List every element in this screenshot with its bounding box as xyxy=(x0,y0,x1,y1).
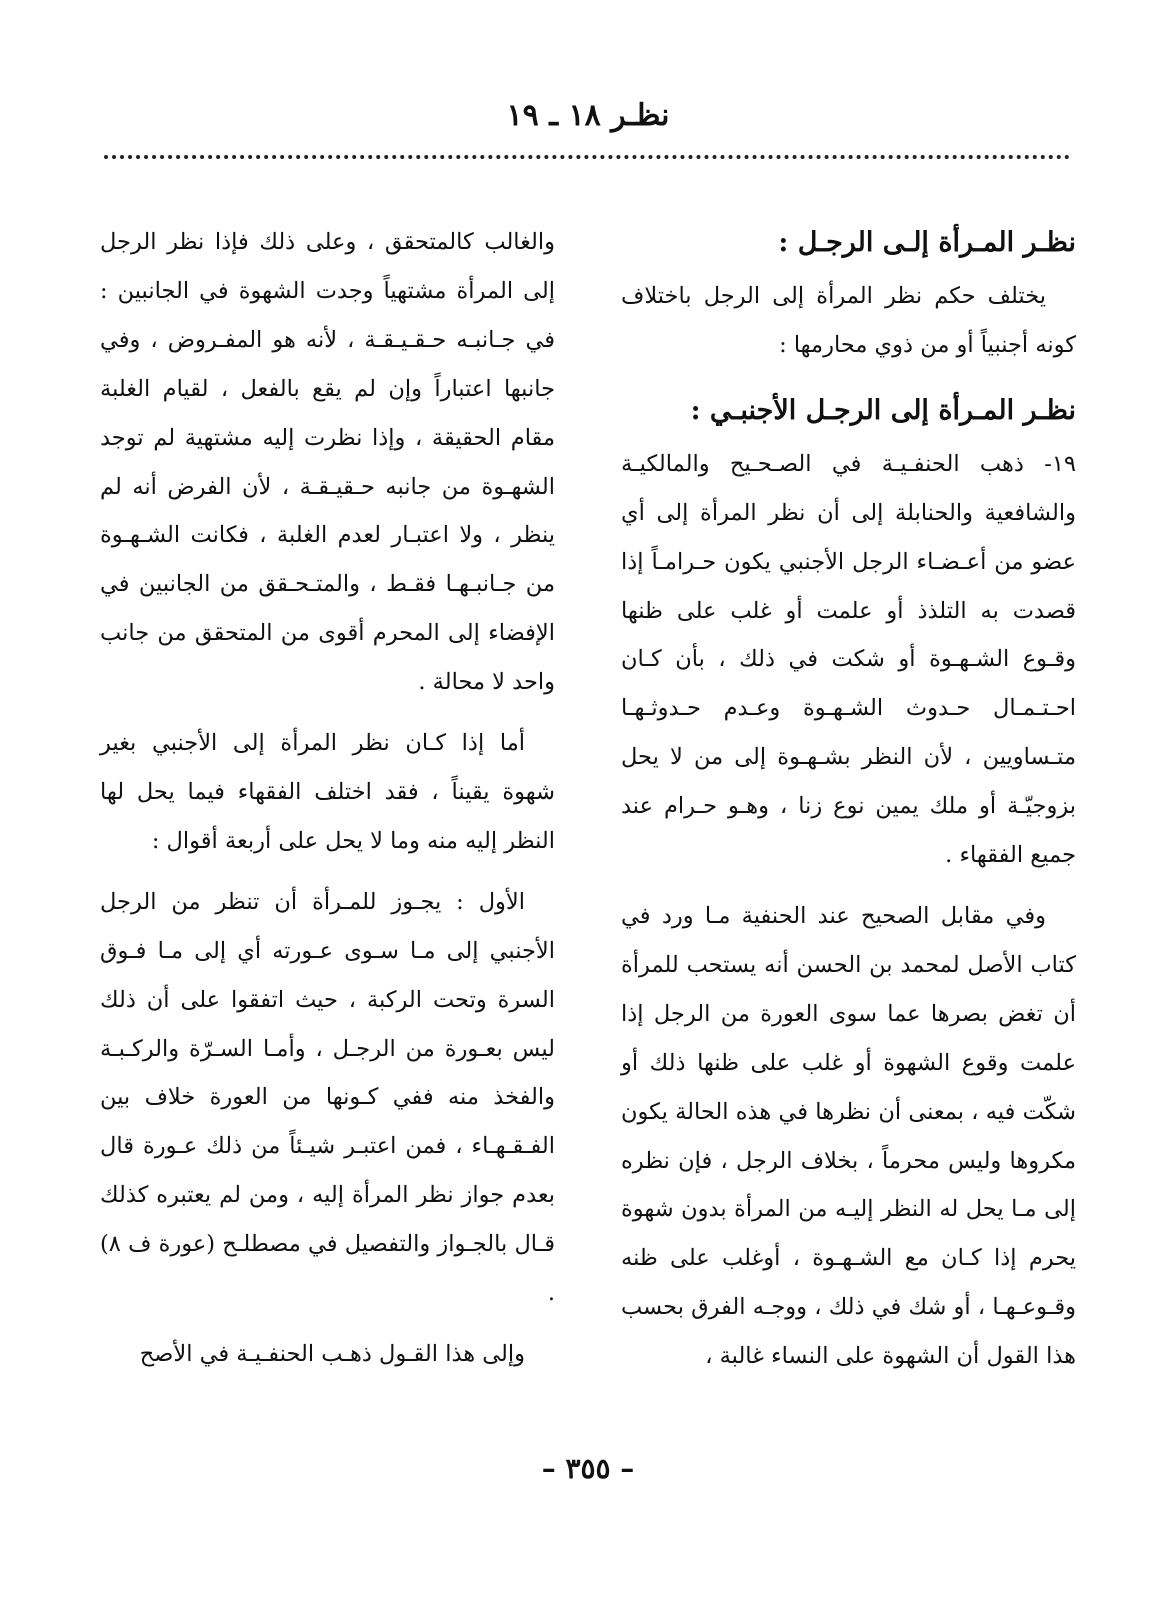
header-divider xyxy=(104,155,1070,159)
paragraph: وفي مقابل الصحيح عند الحنفية مـا ورد في كتاب الأصل لمحمد بن الحسن أنه يستحب للمرأة أن تغض بصرها عما سوى العورة من الرجل إذا علمت وقوع الشهوة أو غلب على ظنها ذلك أو شكّت فيه ، بمعنى أن نظرها في هذه الحالة يكون مكروها وليس محرماً ، بخلاف الرجل ، فإن نظره إلى مـا يحل له النظر إليـه من المرأة بدون شهوة يحرم إذا كـان مع الشـهـوة ، أوغلب على ظنه وقـوعـهـا ، أو شك في ذلك ، ووجـه الفرق بحسب هذا القول أن الشهوة على النساء غالبة ، xyxy=(621,902,1076,1370)
paragraph-first-opinion: الأول : يجـوز للمـرأة أن تنظر من الرجل الأجنبي إلى مـا سـوى عـورته أي إلى مـا فـوق السرة وتحت الركبة ، حيث اتفقوا على أن ذلك ليس بعـورة من الرجـل ، وأمـا السـرّة والركـبـة والفخذ منه ففي كـونها من العورة خلاف بين الفـقـهـاء ، فمن اعتبـر شيـئاً من ذلك عـورة قال بعدم جواز نظر المرأة إليه ، ومن لم يعتبره كذلك قـال بالجـواز والتفصيل في مصطلـح (عورة ف ٨) . xyxy=(100,888,556,1307)
left-column xyxy=(100,218,555,1391)
section-heading-foreign-man: نظـر المـرأة إلى الرجـل الأجنبـي : xyxy=(690,394,1076,426)
page-number: – ٣٥٥ – xyxy=(541,1452,635,1485)
paragraph: وإلى هذا القـول ذهـب الحنفـيـة في الأصح xyxy=(139,1340,525,1367)
paragraph: أما إذا كـان نظر المرأة إلى الأجنبي بغير شهوة يقيناً ، فقد اختلف الفقهاء فيما يحل لها النظر إليه منه وما لا يحل على أربعة أقوال : xyxy=(100,730,555,854)
page-header: نظـر ١٨ ـ ١٩ xyxy=(506,98,670,133)
section-heading-woman-looking-at-man: نظـر المـرأة إلـى الرجـل : xyxy=(778,227,1076,258)
paragraph: والغالب كالمتحقق ، وعلى ذلك فإذا نظر الرجل إلى المرأة مشتهياً وجدت الشهوة في الجانبين : في جـانبـه حـقـيـقـة ، لأنه هو المفـروض ، وفي جانبها اعتباراً وإن لم يقع بالفعل ، لقيام الغلبة مقام الحقيقة ، وإذا نظرت إليه مشتهية لم توجد الشهـوة من جانبه حـقيـقـة ، لأن الفرض أنه لم ينظر ، ولا اعتبـار لعدم الغلبة ، فكانت الشـهـوة من جـانبـهـا فقـط ، والمتـحـقق من الجانبين في الإفضاء إلى المحرم أقوى من المتحقق من جانب واحد لا محالة . xyxy=(100,229,555,696)
right-column xyxy=(621,218,1076,1393)
paragraph-19: ١٩- ذهب الحنفـيـة في الصـحـيح والمالكيـة والشافعية والحنابلة إلى أن نظر المرأة إلى أي عضو من أعـضـاء الرجل الأجنبي يكون حـرامـاً إذا قصدت به التلذذ أو علمت أو غلب على ظنها وقـوع الشـهـوة أو شكت في ذلك ، بأن كـان احـتـمـال حـدوث الشـهـوة وعـدم حـدوثـهـا متـساويين ، لأن النظر بشـهـوة إلى من لا يحل بزوجيّـة أو ملك يمين نوع زنا ، وهـو حـرام عند جميع الفقهاء . xyxy=(621,450,1076,869)
paragraph: يختلف حكم نظر المرأة إلى الرجل باختلاف كونه أجنبياً أو من ذوي محارمها : xyxy=(621,283,1076,358)
